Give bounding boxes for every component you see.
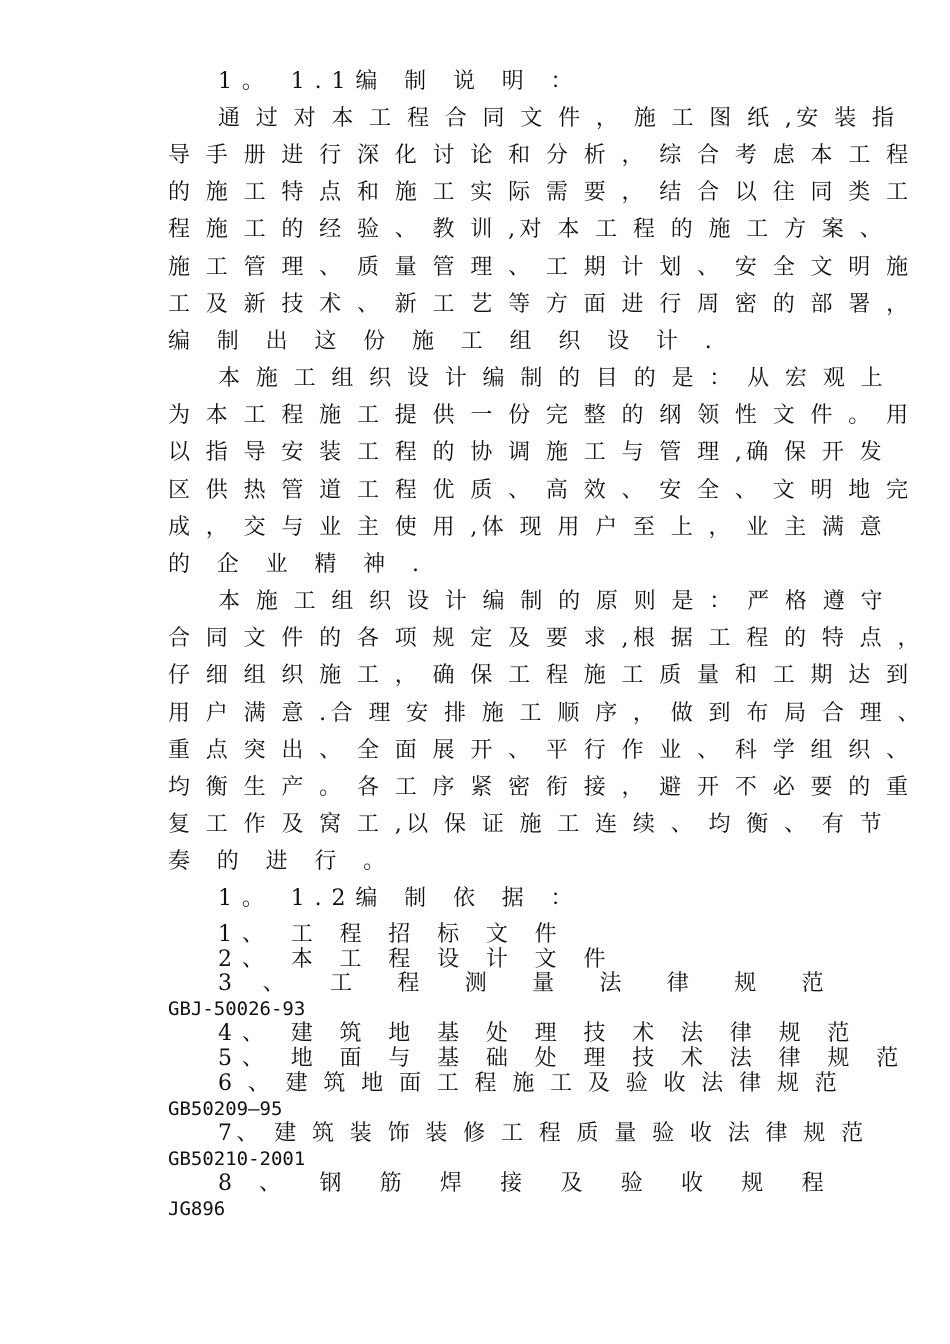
paragraph-line: 合 同 文 件 的 各 项 规 定 及 要 求 ,根 据 工 程 的 特 点 ， bbox=[168, 626, 924, 651]
standard-code: GB50210-2001 bbox=[168, 1148, 306, 1170]
paragraph-line: 的 施 工 特 点 和 施 工 实 际 需 要 ， 结 合 以 往 同 类 工 bbox=[168, 180, 913, 205]
paragraph-line: 区 供 热 管 道 工 程 优 质 、 高 效 、 安 全 、 文 明 地 完 bbox=[168, 478, 913, 503]
standard-code: GBJ-50026-93 bbox=[168, 998, 306, 1020]
basis-item-2: 2、 本 工 程 设 计 文 件 bbox=[218, 947, 616, 972]
paragraph-line: 奏 的 进 行 。 bbox=[168, 849, 396, 874]
basis-item-1: 1、 工 程 招 标 文 件 bbox=[218, 922, 567, 947]
paragraph-line: 复 工 作 及 窝 工 ,以 保 证 施 工 连 续 、 均 衡 、 有 节 bbox=[168, 812, 887, 837]
paragraph-line: 成 ， 交 与 业 主 使 用 ,体 现 用 户 至 上 ， 业 主 满 意 bbox=[168, 515, 887, 540]
paragraph-line: 本 施 工 组 织 设 计 编 制 的 目 的 是 ： 从 宏 观 上 bbox=[218, 366, 887, 391]
paragraph-line: 仔 细 组 织 施 工 ， 确 保 工 程 施 工 质 量 和 工 期 达 到 bbox=[168, 663, 913, 688]
paragraph-line: 重 点 突 出 、 全 面 展 开 、 平 行 作 业 、 科 学 组 织 、 bbox=[168, 738, 913, 763]
paragraph-line: 为 本 工 程 施 工 提 供 一 份 完 整 的 纲 领 性 文 件 。 用 bbox=[168, 403, 913, 428]
paragraph-line: 施 工 管 理 、 质 量 管 理 、 工 期 计 划 、 安 全 文 明 施 bbox=[168, 255, 913, 280]
paragraph-line: 程 施 工 的 经 验 、 教 训 ,对 本 工 程 的 施 工 方 案 、 bbox=[168, 217, 887, 242]
paragraph-line: 通 过 对 本 工 程 合 同 文 件 ， 施 工 图 纸 ,安 装 指 bbox=[218, 106, 899, 131]
paragraph-line: 编 制 出 这 份 施 工 组 织 设 计 . bbox=[168, 329, 722, 354]
paragraph-line: 本 施 工 组 织 设 计 编 制 的 原 则 是 ： 严 格 遵 守 bbox=[218, 589, 887, 614]
section-1-1-heading: 1。 1.1编 制 说 明 ： bbox=[218, 69, 583, 94]
paragraph-line: 用 户 满 意 .合 理 安 排 施 工 顺 序 ， 做 到 布 局 合 理 、 bbox=[168, 701, 924, 726]
standard-code: JG896 bbox=[168, 1198, 226, 1220]
basis-item-6: 6 、 建 筑 地 面 工 程 施 工 及 验 收 法 律 规 范 bbox=[218, 1071, 842, 1096]
basis-item-4: 4、 建 筑 地 基 处 理 技 术 法 律 规 范 bbox=[218, 1021, 860, 1046]
section-1-2-heading: 1。 1.2编 制 依 据 ： bbox=[218, 886, 583, 911]
basis-item-8: 8 、 钢 筋 焊 接 及 验 收 规 程 bbox=[218, 1171, 828, 1196]
basis-item-3: 3 、 工 程 测 量 法 律 规 范 bbox=[218, 971, 828, 996]
paragraph-line: 工 及 新 技 术 、 新 工 艺 等 方 面 进 行 周 密 的 部 署 ， bbox=[168, 292, 913, 317]
paragraph-line: 的 企 业 精 神 . bbox=[168, 552, 429, 577]
basis-item-7: 7、 建 筑 装 饰 装 修 工 程 质 量 验 收 法 律 规 范 bbox=[218, 1121, 868, 1146]
paragraph-line: 均 衡 生 产 。 各 工 序 紧 密 衔 接 ， 避 开 不 必 要 的 重 bbox=[168, 775, 913, 800]
paragraph-line: 以 指 导 安 装 工 程 的 协 调 施 工 与 管 理 ,确 保 开 发 bbox=[168, 440, 887, 465]
standard-code: GB50209—95 bbox=[168, 1098, 283, 1120]
paragraph-line: 导 手 册 进 行 深 化 讨 论 和 分 析 ， 综 合 考 虑 本 工 程 bbox=[168, 143, 913, 168]
basis-item-5: 5、 地 面 与 基 础 处 理 技 术 法 律 规 范 bbox=[218, 1046, 909, 1071]
